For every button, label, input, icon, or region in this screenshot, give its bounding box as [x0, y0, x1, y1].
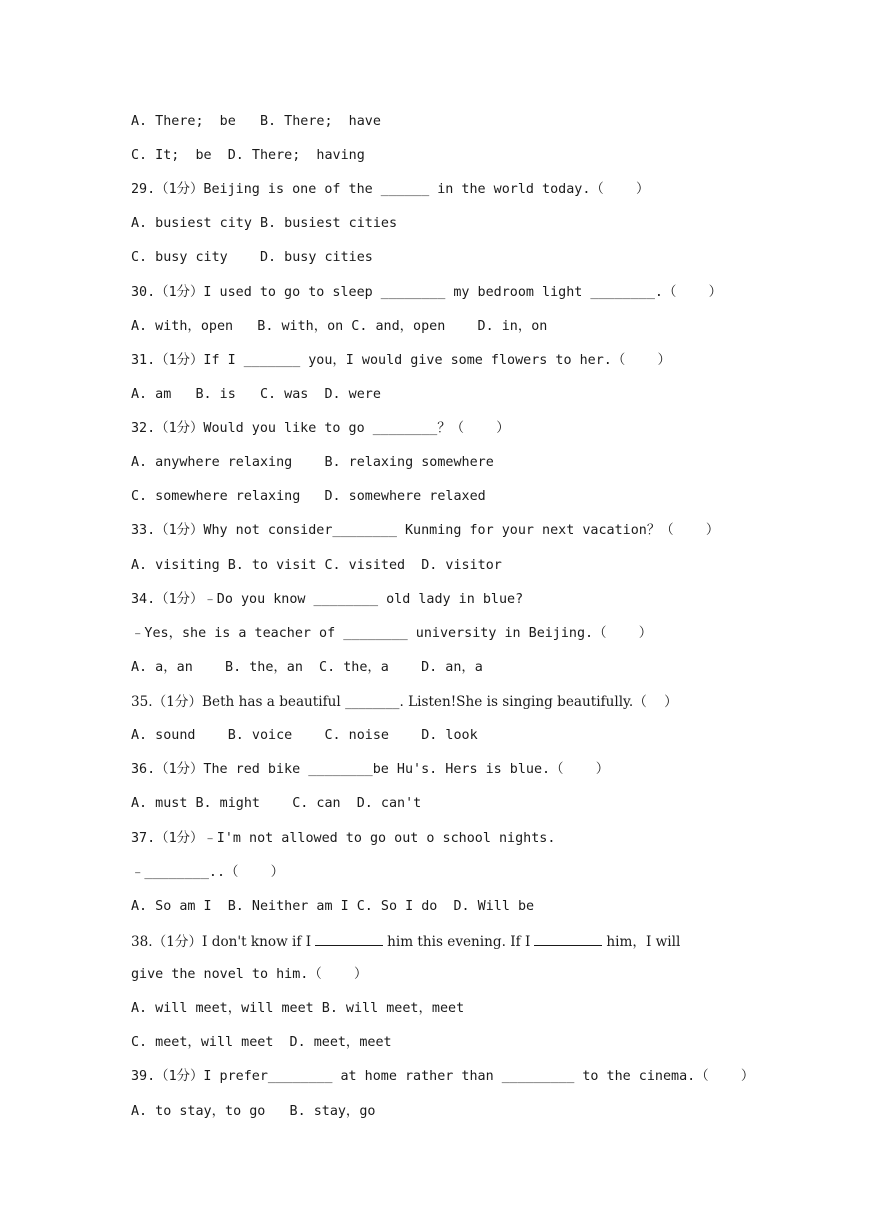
q38-options-cd: C. meet，will meet D. meet，meet	[131, 1035, 392, 1050]
q38-part1: 38.（1分）I don't know if I	[131, 934, 312, 950]
q38-part2: him this evening. If I	[387, 934, 531, 950]
q28-options-ab: A. There; be B. There; have	[131, 114, 381, 129]
q32-options-ab: A. anywhere relaxing B. relaxing somewhere	[131, 455, 494, 470]
q35-question: 35.（1分）Beth has a beautiful ________. Listen!She is singing beautifully.（ ）	[131, 694, 678, 710]
q39-question: 39.（1分）I prefer________ at home rather than _________ to the cinema.（ ）	[131, 1069, 755, 1084]
q29-question: 29.（1分）Beijing is one of the ______ in the world today.（ ）	[131, 182, 650, 197]
q36-question: 36.（1分）The red bike ________be Hu's. Hers is blue.（ ）	[131, 762, 610, 777]
q29-options-ab: A. busiest city B. busiest cities	[131, 216, 398, 231]
q37-options: A. So am I B. Neither am I C. So I do D. Will be	[131, 899, 535, 914]
q30-options: A. with，open B. with，on C. and，open D. in，on	[131, 319, 548, 334]
q34-options: A. a，an B. the，an C. the，a D. an，a	[131, 660, 483, 675]
q38-question-cont: give the novel to him.（ ）	[131, 967, 368, 982]
q34-reply: ﹣Yes，she is a teacher of ________ university in Beijing.（ ）	[131, 626, 653, 641]
q33-options: A. visiting B. to visit C. visited D. visitor	[131, 558, 502, 573]
q38-blank-1	[315, 932, 383, 946]
q38-blank-2	[534, 932, 602, 946]
q30-question: 30.（1分）I used to go to sleep ________ my bedroom light ________.（ ）	[131, 285, 722, 300]
q39-options: A. to stay，to go B. stay，go	[131, 1104, 376, 1119]
q36-options: A. must B. might C. can D. can't	[131, 796, 422, 811]
q38-part3: him，I will	[606, 934, 681, 950]
q32-options-cd: C. somewhere relaxing D. somewhere relaxed	[131, 489, 486, 504]
q29-options-cd: C. busy city D. busy cities	[131, 250, 373, 265]
q34-question: 34.（1分）﹣Do you know ________ old lady in blue?	[131, 592, 524, 607]
q28-options-cd: C. It; be D. There; having	[131, 148, 365, 163]
q31-question: 31.（1分）If I _______ you，I would give some flowers to her.（ ）	[131, 353, 671, 368]
q31-options: A. am B. is C. was D. were	[131, 387, 381, 402]
q35-options: A. sound B. voice C. noise D. look	[131, 728, 478, 743]
q37-question: 37.（1分）﹣I'm not allowed to go out o school nights.	[131, 831, 556, 846]
q32-question: 32.（1分）Would you like to go ________？（ ）	[131, 421, 510, 436]
q33-question: 33.（1分）Why not consider________ Kunming for your next vacation？（ ）	[131, 523, 720, 538]
q38-options-ab: A. will meet，will meet B. will meet，meet	[131, 1001, 465, 1016]
q38-question	[131, 932, 680, 951]
q37-reply: ﹣________..（ ）	[131, 865, 285, 880]
